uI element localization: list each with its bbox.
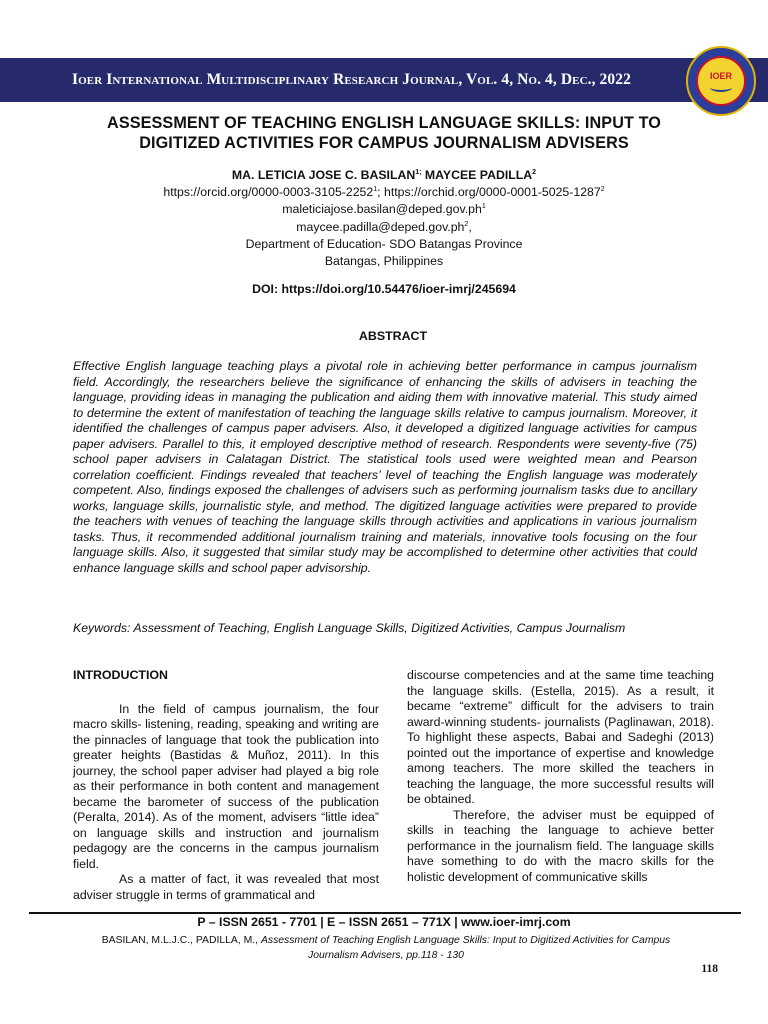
footer-citation [80, 933, 692, 963]
email-line-1 [0, 201, 768, 218]
citation-authors: BASILAN, M.L.J.C., PADILLA, M., [101, 935, 261, 946]
orcid-link-2[interactable]: https://orchid.org/0000-0001-5025-1287 [384, 185, 601, 200]
introduction-heading: INTRODUCTION [73, 668, 168, 682]
email-2-tail: , [468, 219, 472, 234]
left-column [73, 668, 379, 903]
intro-paragraph-2: As a matter of fact, it was revealed that most adviser struggle in terms of grammatical and [73, 872, 379, 902]
journal-banner [0, 58, 768, 102]
journal-seal-logo [686, 46, 756, 116]
orcid-link-1[interactable]: https://orcid.org/0000-0003-3105-2252 [163, 185, 374, 200]
author-block [0, 167, 768, 270]
intro-paragraph-1: In the field of campus journalism, the four macro skills- listening, reading, speaking and writing are the pinnacles of language that took the publication into greater heights (Bastidas & Muñoz, 2011). In this journey, the school paper adviser had played a big role as their performance in both content and management became the barometer of success of the publication (Peralta, 2014). As of the moment, advisers “little idea” on language skills and instruction and journalism pedagogy are the concerns in the campus journalism field. [73, 701, 379, 871]
orcid-separator: ; [377, 185, 384, 200]
author-1: MA. LETICIA JOSE C. BASILAN [231, 168, 416, 182]
paper-title [40, 113, 728, 153]
doi-link[interactable]: DOI: https://doi.org/10.54476/ioer-imrj/245694 [252, 282, 516, 296]
title-line-2: DIGITIZED ACTIVITIES FOR CAMPUS JOURNALISM ADVISERS [139, 134, 629, 152]
orcid-line [0, 184, 768, 201]
abstract-text: Effective English language teaching plays a pivotal role in achieving better performance in campus journalism field. Accordingly, the researchers believe the significance of enhancing the skills of advisers in teaching the language, providing ideas in managing the publication and aiding them with innovative material. This study aimed to determine the extent of manifestation of teaching the language skills relative to campus journalism. Moreover, it identified the challenges of campus paper advisers. Also, it developed a digitized language activities for campus paper advisers. Parallel to this, it employed descriptive method of research. Respondents were seventy-five (75) school paper advisers in Calatagan District. The statistical tools used were weighted mean and Pearson correlation coefficient. Findings revealed that teachers’ level of teaching the English language was moderately competent. Also, findings exposed the challenges of advisers such as performing journalism tasks due to ancillary works, language skills, journalistic style, and method. The digitized language activities were prepared to provide the teachers with venues of teaching the language skills through activities and applications in various journalism tasks. Thus, it recommended additional journalism training and materials, innovative tools focusing on the four language skills. Also, it suggested that similar study may be accomplished to determine other activities that could enhance language skills and school paper advisorship. [73, 359, 697, 575]
orcid-1-sup: 1 [373, 186, 378, 194]
title-line-1: ASSESSMENT OF TEACHING ENGLISH LANGUAGE SKILLS: INPUT TO [107, 114, 661, 132]
affiliation-line-1: Department of Education- SDO Batangas Province [245, 236, 523, 251]
author-names [0, 167, 768, 184]
email-link-2[interactable]: maycee.padilla@deped.gov.ph [296, 219, 465, 234]
author-1-sup: 1; [415, 168, 422, 176]
body-columns [0, 668, 768, 913]
affiliation-line-2: Batangas, Philippines [324, 254, 444, 269]
right-column [407, 668, 714, 885]
keywords-line: Keywords: Assessment of Teaching, English Language Skills, Digitized Activities, Campus Journalism [73, 621, 626, 635]
page-number: 118 [701, 963, 718, 975]
author-2-sup: 2 [532, 168, 537, 176]
author-2: MAYCEE PADILLA [421, 168, 533, 182]
orcid-2-sup: 2 [600, 186, 605, 194]
email-2-sup: 2 [464, 220, 469, 228]
intro-paragraph-3: discourse competencies and at the same time teaching the language skills. (Estella, 2015). As a result, it became “extreme” difficult for the advisers to train award-winning students- journalists (Paglinawan, 2018). To highlight these aspects, Babai and Sadeghi (2013) pointed out the importance of expertise and knowledge among teachers. The more skilled the teachers in teaching the language, the more successful results will be obtained. [407, 668, 714, 806]
seal-center [696, 56, 746, 106]
journal-title-line: Ioer International Multidisciplinary Research Journal, Vol. 4, No. 4, Dec., 2022 [72, 71, 631, 88]
email-1-sup: 1 [481, 203, 486, 211]
seal-logo-text: IOER [709, 70, 732, 81]
email-line-2 [0, 219, 768, 236]
citation-title: Assessment of Teaching English Language Skills: Input to Digitized Activities for Campus Journalism Advisers, pp.118 - 130 [260, 935, 671, 961]
intro-paragraph-4: Therefore, the adviser must be equipped of skills in teaching the language to achieve better performance in the journalism field. The language skills have something to do with the macro skills for the holistic development of communicative skills [407, 807, 714, 884]
email-link-1[interactable]: maleticiajose.basilan@deped.gov.ph [282, 202, 482, 217]
footer-divider [29, 912, 741, 914]
footer-issn: P – ISSN 2651 - 7701 | E – ISSN 2651 – 771X | www.ioer-imrj.com [197, 915, 571, 929]
abstract-heading: ABSTRACT [358, 329, 428, 343]
book-icon [710, 83, 732, 92]
